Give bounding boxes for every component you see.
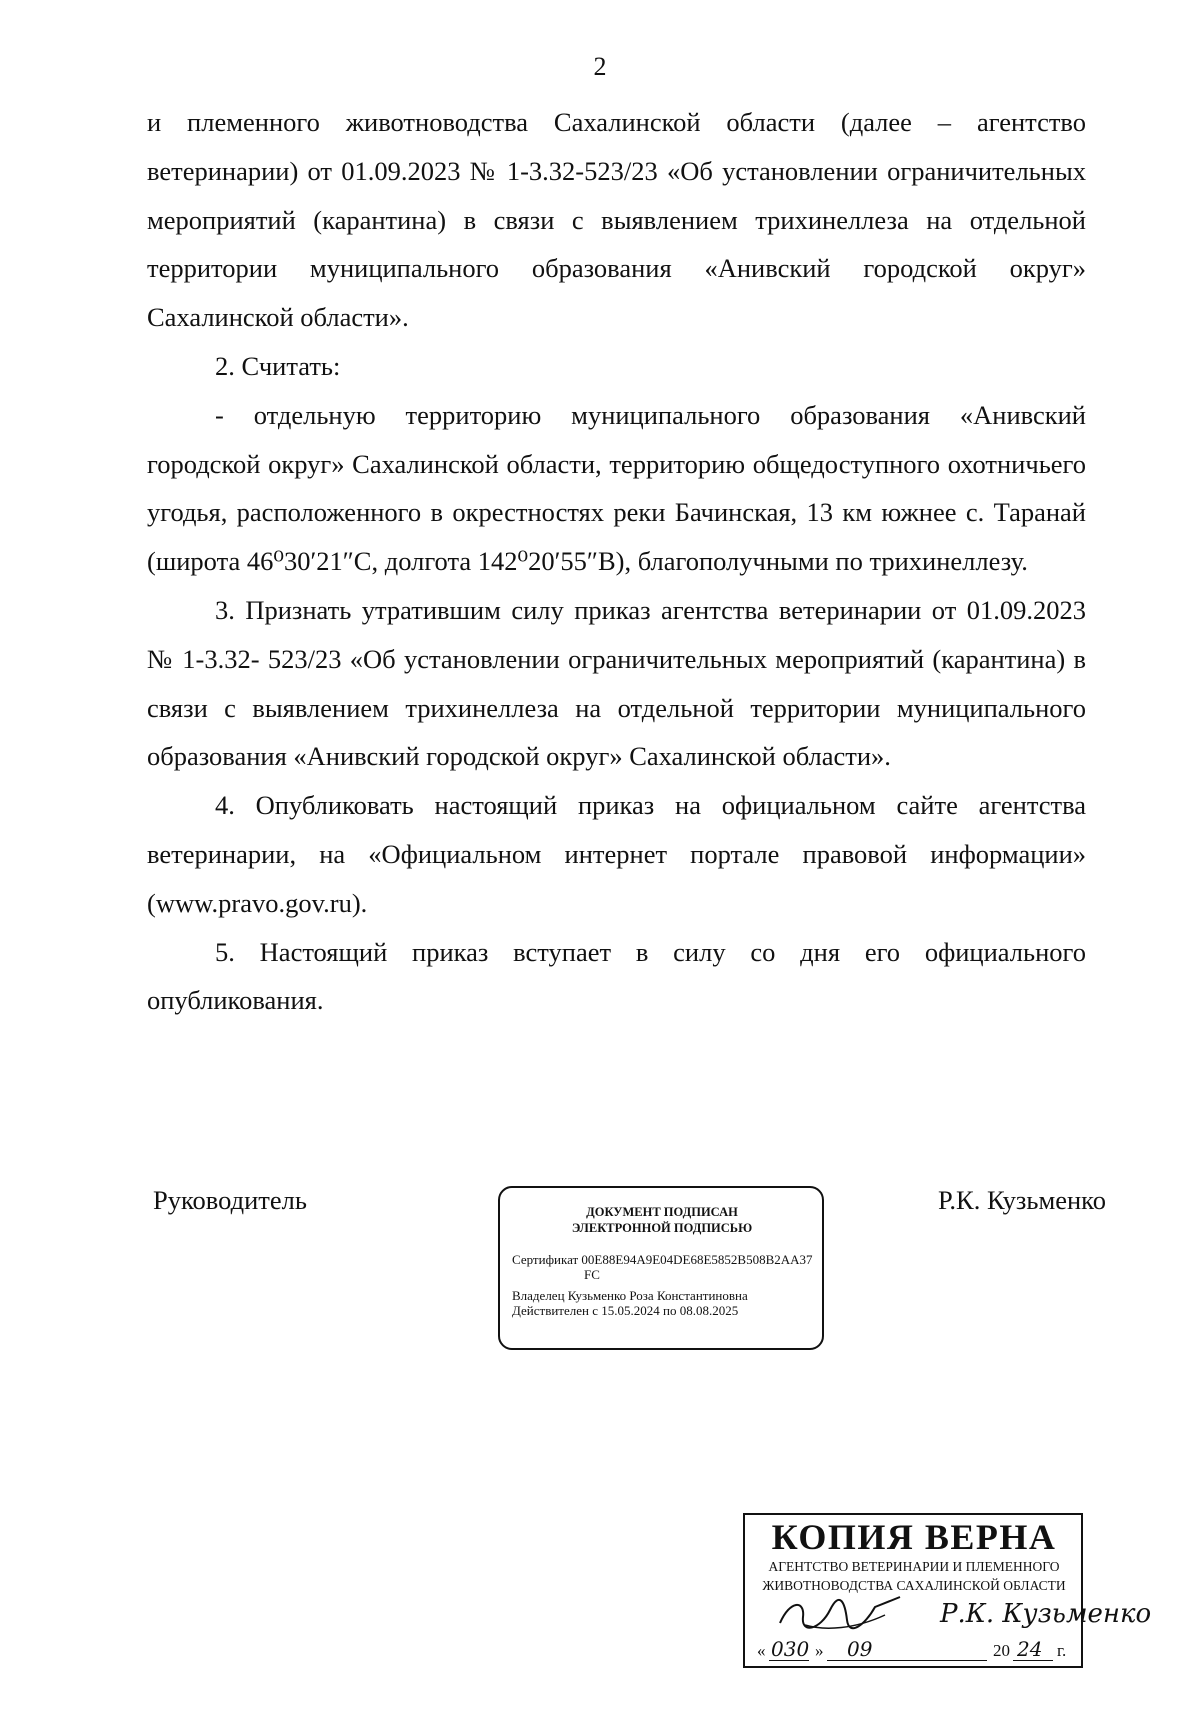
date-year-prefix: 20 (993, 1641, 1010, 1660)
esign-details (512, 1252, 812, 1318)
esign-certificate: Сертификат 00E88E94A9E04DE68E5852B508B2AA37 (512, 1252, 813, 1267)
paragraph-1-continuation: и племенного животноводства Сахалинской области (далее – агентство ветеринарии) от 01.09.2023 № 1-3.32-523/23 «Об установлении ограничительных мероприятий (карантина) в связи с выявлением трихинеллеза на отдельной территории муниципального образования «Анивский городской округ» Сахалинской области». (147, 107, 1086, 333)
signer-name: Р.К. Кузьменко (938, 1185, 1106, 1215)
copy-stamp-title: КОПИЯ ВЕРНА (771, 1517, 1057, 1557)
date-year-unit: г. (1057, 1641, 1067, 1660)
paragraph-4: 4. Опубликовать настоящий приказ на официальном сайте агентства ветеринарии, на «Официальном интернет портале правовой информации» (www.pravo.gov.ru). (147, 790, 1086, 918)
paragraph-2: 2. Считать: (215, 350, 341, 381)
copy-stamp-date (755, 1635, 1073, 1661)
date-year-suffix: 24 (1017, 1637, 1043, 1661)
date-open-quote: « (757, 1641, 766, 1660)
copy-stamp-signature-row (755, 1595, 1152, 1635)
esign-heading-line1: ДОКУМЕНТ ПОДПИСАН (586, 1205, 738, 1219)
esign-heading (512, 1204, 812, 1236)
date-day: 030 (771, 1637, 810, 1661)
copy-stamp-org-line2: ЖИВОТНОВОДСТВА САХАЛИНСКОЙ ОБЛАСТИ (762, 1578, 1066, 1593)
copy-stamp-org-line1: АГЕНТСТВО ВЕТЕРИНАРИИ И ПЛЕМЕННОГО (768, 1559, 1060, 1574)
page-number: 2 (593, 52, 607, 81)
electronic-signature-stamp (498, 1186, 824, 1350)
paragraph-5: 5. Настоящий приказ вступает в силу со дня его официального опубликования. (147, 936, 1086, 1016)
certified-copy-stamp (743, 1513, 1152, 1668)
esign-heading-line2: ЭЛЕКТРОННОЙ ПОДПИСЬЮ (571, 1221, 753, 1235)
paragraph-3: 3. Признать утратившим силу приказ агентства ветеринарии от 01.09.2023 № 1-3.32- 523/23 «Об установлении ограничительных мероприятий (карантина) в связи с выявлением трихинеллеза на отдельной территории муниципального образования «Анивский городской округ» Сахалинской области». (147, 594, 1086, 772)
copy-stamp-signer: Р.К. Кузьменко (940, 1599, 1152, 1629)
date-month: 09 (847, 1637, 873, 1661)
esign-owner: Владелец Кузьменко Роза Константиновна (512, 1288, 748, 1303)
order-text (147, 98, 1086, 1025)
paragraph-2-item: - отдельную территорию муниципального образования «Анивский городской округ» Сахалинской области, территорию общедоступного охотничьего угодья, расположенного в окрестностях реки Бачинская, 13 км южнее с. Таранай (широта 46⁰30′21″С, долгота 142⁰20′55″В), благополучными по трихинеллезу. (147, 399, 1086, 577)
date-close-quote: » (815, 1641, 824, 1660)
signer-title: Руководитель (153, 1185, 307, 1215)
esign-validity: Действителен с 15.05.2024 по 08.08.2025 (512, 1303, 739, 1318)
handwritten-signature-icon (775, 1595, 905, 1635)
esign-certificate-cont: FC (584, 1267, 600, 1282)
